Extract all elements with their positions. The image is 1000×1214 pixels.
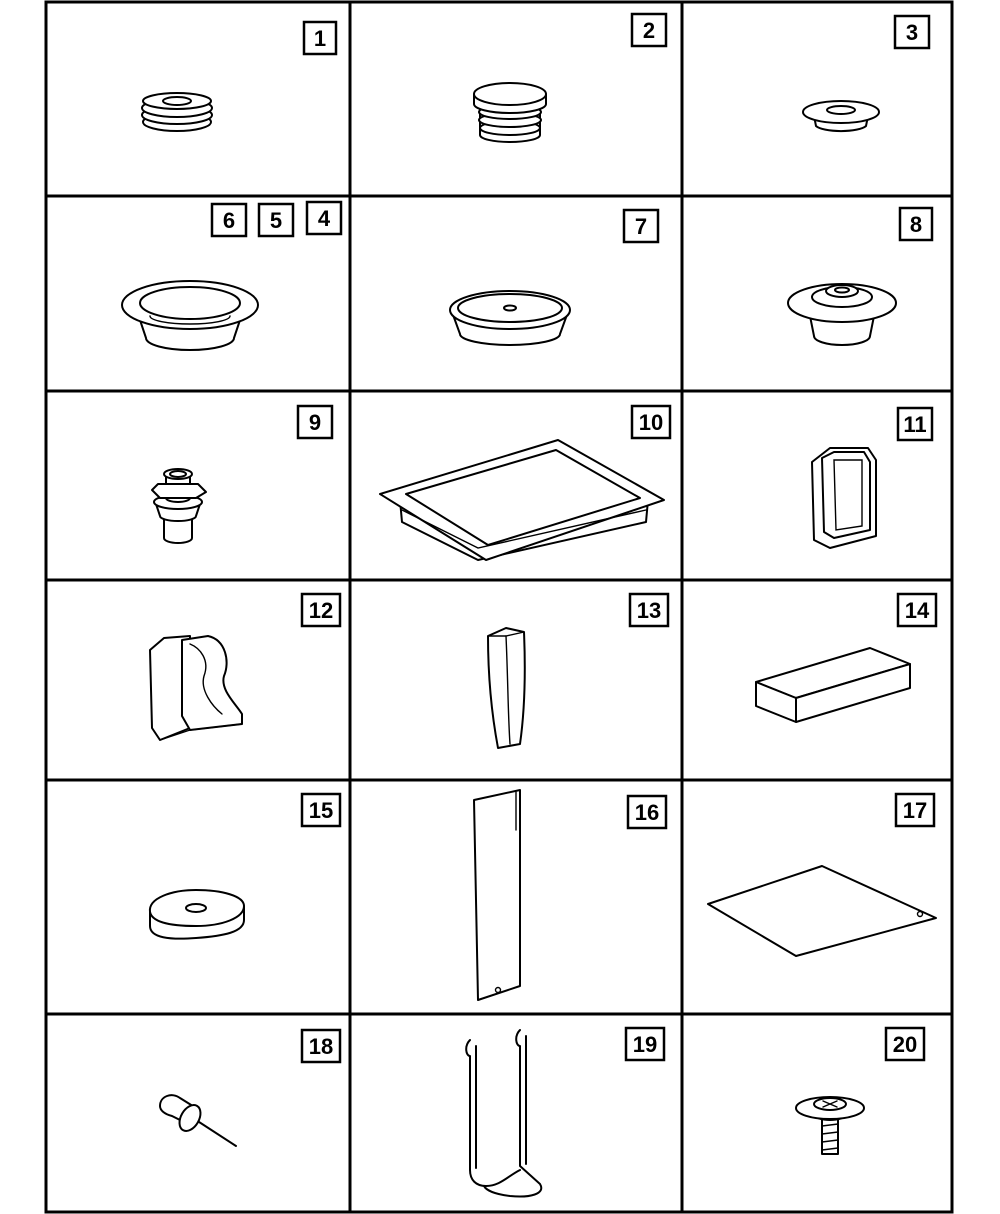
callout-20-label: 20 [892, 1032, 918, 1057]
part-20 [796, 1028, 924, 1154]
callout-9 [298, 406, 332, 438]
part-17 [708, 794, 936, 956]
callout-18 [302, 1030, 340, 1062]
callout-14-label: 14 [904, 598, 930, 623]
callout-12 [302, 594, 340, 626]
callout-9-label: 9 [308, 410, 322, 435]
callout-4 [307, 202, 341, 234]
callout-17 [896, 794, 934, 826]
callout-5-label: 5 [269, 208, 283, 233]
part-12 [150, 594, 340, 740]
callout-17-label: 17 [902, 798, 928, 823]
pad-contoured-illustration [150, 636, 242, 740]
plug-slot-illustration [812, 448, 876, 548]
callout-16-label: 16 [634, 800, 660, 825]
rivet-illustration [160, 1095, 236, 1146]
callout-15 [302, 794, 340, 826]
part-16 [474, 790, 666, 1000]
part-9 [152, 406, 332, 543]
callout-13 [630, 594, 668, 626]
part-1 [142, 22, 336, 131]
sheet-illustration [708, 866, 936, 956]
part-13 [488, 594, 668, 748]
grommet-low-profile-illustration [803, 101, 879, 131]
grommet-open-large-illustration [122, 281, 258, 350]
part-11 [812, 408, 932, 548]
callout-10 [632, 406, 670, 438]
clip-wire-illustration [466, 1030, 541, 1197]
callout-20 [886, 1028, 924, 1060]
callout-5 [259, 204, 293, 236]
callout-8 [900, 208, 932, 240]
foam-block-illustration [756, 648, 910, 722]
callout-19-label: 19 [632, 1032, 658, 1057]
part-15 [150, 794, 340, 939]
part-3 [803, 16, 929, 131]
plug-stepped-illustration [474, 83, 546, 142]
callout-19 [626, 1028, 664, 1060]
grommet-raised-center-illustration [788, 284, 896, 345]
plug-rectangular-illustration [380, 440, 664, 560]
callout-1 [304, 22, 336, 54]
part-4-5-6 [122, 202, 341, 350]
plug-closed-large-illustration [450, 291, 570, 345]
callout-13-label: 13 [636, 598, 662, 623]
pad-oval-illustration [150, 890, 244, 939]
callout-16 [628, 796, 666, 828]
part-2 [474, 14, 666, 142]
part-10 [380, 406, 670, 560]
callout-10-label: 10 [638, 410, 664, 435]
callout-6-label: 6 [222, 208, 236, 233]
callout-15-label: 15 [308, 798, 334, 823]
callout-8-label: 8 [909, 212, 923, 237]
screw-illustration [796, 1097, 864, 1154]
part-19 [466, 1028, 664, 1197]
callout-12-label: 12 [308, 598, 334, 623]
callout-18-label: 18 [308, 1034, 334, 1059]
grommet-ribbed-small-illustration [142, 93, 212, 131]
strip-illustration [474, 790, 520, 1000]
grommet-tube-illustration [152, 469, 206, 543]
callout-3-label: 3 [905, 20, 919, 45]
callout-4-label: 4 [317, 206, 331, 231]
callout-6 [212, 204, 246, 236]
part-18 [160, 1030, 340, 1146]
part-14 [756, 594, 936, 722]
callout-11-label: 11 [903, 412, 927, 437]
grid [46, 2, 952, 1212]
callout-2 [632, 14, 666, 46]
callout-11 [898, 408, 932, 440]
callout-3 [895, 16, 929, 48]
callout-7-label: 7 [634, 214, 648, 239]
wedge-illustration [488, 628, 525, 748]
part-7 [450, 210, 658, 345]
callout-14 [898, 594, 936, 626]
callout-2-label: 2 [642, 18, 656, 43]
callout-7 [624, 210, 658, 242]
part-8 [788, 208, 932, 345]
callout-1-label: 1 [313, 26, 327, 51]
